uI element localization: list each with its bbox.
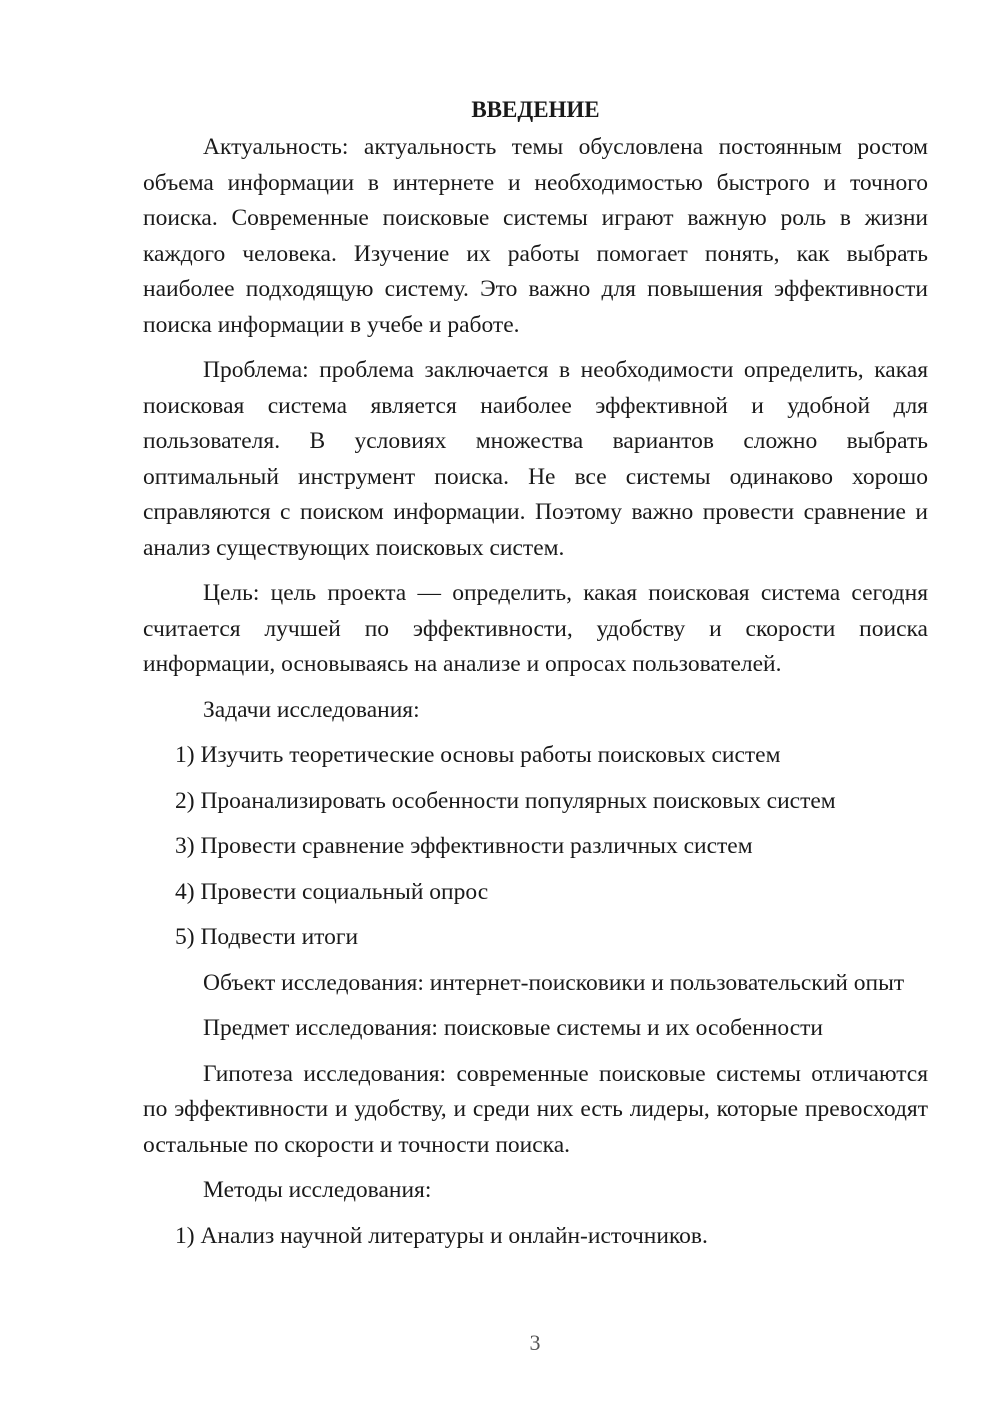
list-item: 1) Изучить теоретические основы работы поисковых систем xyxy=(175,742,781,768)
list-item: 4) Провести социальный опрос xyxy=(175,878,489,905)
methods-list xyxy=(143,1219,928,1255)
paragraph-hypothesis: Гипотеза исследования: современные поисковые системы отличаются по эффективности и удобству, и среди них есть лидеры, которые превосходят остальные по скорости и точности поиска. xyxy=(143,1060,928,1158)
list-item: 3) Провести сравнение эффективности различных систем xyxy=(175,833,753,859)
paragraph-problem: Проблема: проблема заключается в необходимости определить, какая поисковая система является наиболее эффективной и удобной для пользователя. В условиях множества вариантов сложно выбрать оптимальный инструмент поиска. Не все системы одинаково хорошо справляются с поиском информации. Поэтому важно провести сравнение и анализ существующих поисковых систем. xyxy=(143,357,928,561)
paragraph-subject: Предмет исследования: поисковые системы и их особенности xyxy=(203,1015,823,1041)
tasks-heading: Задачи исследования: xyxy=(203,696,420,723)
list-item: 2) Проанализировать особенности популярных поисковых систем xyxy=(175,787,836,814)
list-item: 5) Подвести итоги xyxy=(175,924,359,950)
paragraph-relevance: Актуальность: актуальность темы обусловлена постоянным ростом объема информации в интернете и необходимостью быстрого и точного поиска. Современные поисковые системы играют важную роль в жизни каждого человека. Изучение их работы помогает понять, как выбрать наиболее подходящую систему. Это важно для повышения эффективности поиска информации в учебе и работе. xyxy=(143,134,928,338)
page-number: 3 xyxy=(529,1330,541,1355)
tasks-list xyxy=(143,738,928,956)
paragraph-goal: Цель: цель проекта — определить, какая поисковая система сегодня считается лучшей по эффективности, удобству и скорости поиска информации, основываясь на анализе и опросах пользователей. xyxy=(143,580,928,677)
methods-heading: Методы исследования: xyxy=(203,1177,432,1203)
page-content xyxy=(143,92,928,1264)
list-item: 1) Анализ научной литературы и онлайн-источников. xyxy=(175,1222,708,1249)
page-title: ВВЕДЕНИЕ xyxy=(471,97,600,122)
paragraph-object: Объект исследования: интернет-поисковики и пользовательский опыт xyxy=(203,969,905,996)
